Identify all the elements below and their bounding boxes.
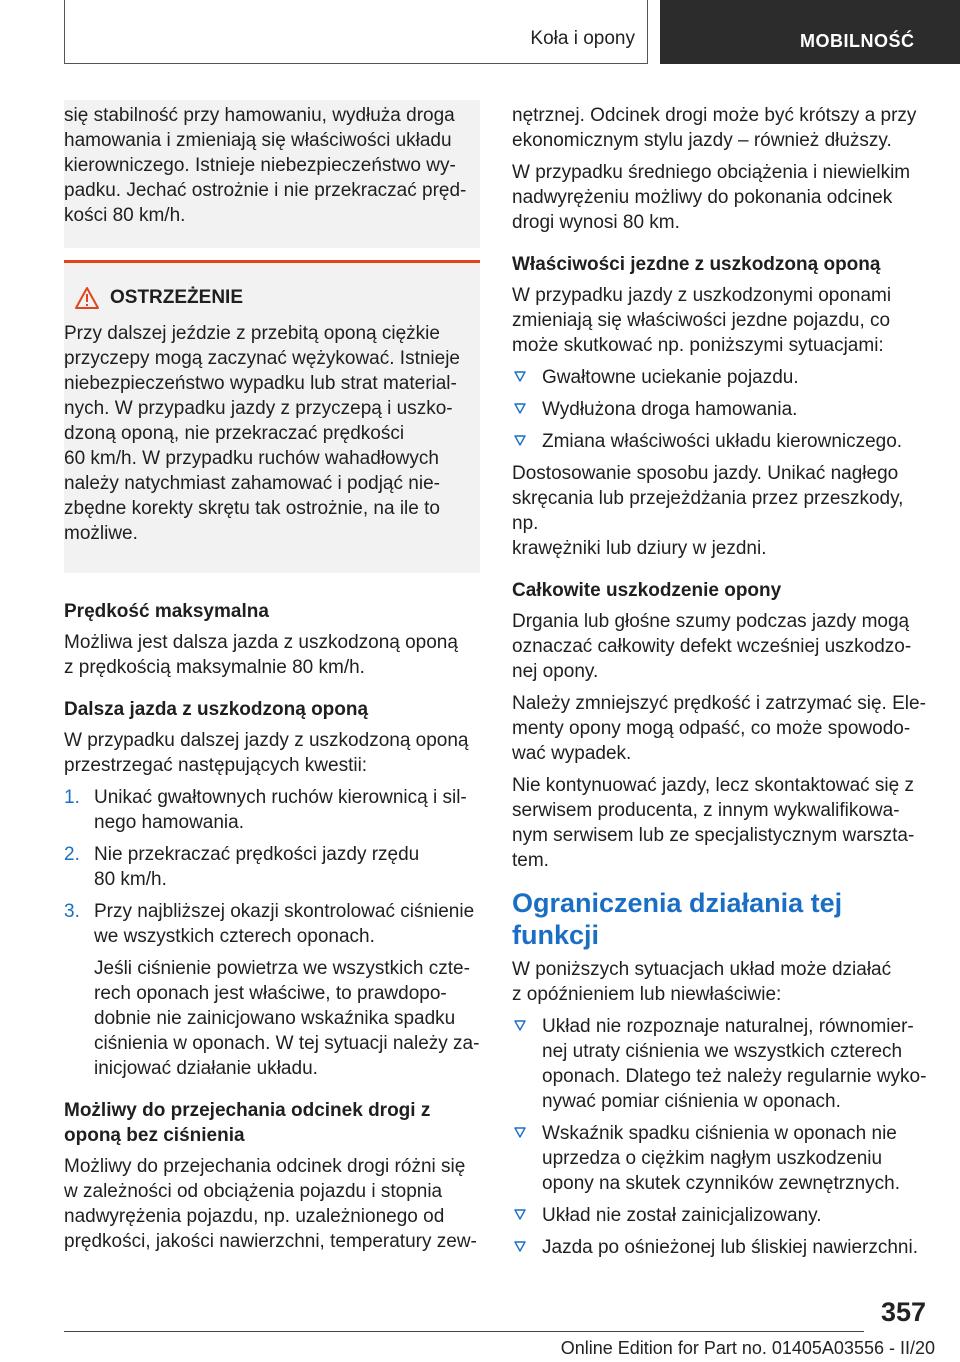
list-item-text: Układ nie został zainicjalizowany. xyxy=(542,1205,822,1226)
continue-steps-list xyxy=(64,785,480,1081)
limits-list xyxy=(512,1014,928,1260)
right-column xyxy=(512,103,928,1267)
total-failure-text-3: Nie kontynuować jazdy, lecz skontaktować się z serwisem producenta, z innym wykwalifikowa- nym serwisem lub ze specjalistycznym warszta- tem. xyxy=(512,775,915,871)
bullet-triangle-icon xyxy=(513,1240,527,1254)
handling-list xyxy=(512,365,928,454)
bullet-triangle-icon xyxy=(513,402,527,416)
warning-box xyxy=(64,260,480,573)
list-item-text: Gwałtowne uciekanie pojazdu. xyxy=(542,367,799,388)
warning-title xyxy=(64,285,474,311)
list-item xyxy=(512,1203,928,1228)
heading-handling: Właściwości jezdne z uszkodzoną oponą xyxy=(512,254,881,275)
footer-divider xyxy=(64,1331,864,1332)
left-column xyxy=(64,100,480,1261)
warning-title-text: OSTRZEŻENIE xyxy=(110,287,244,308)
continued-text: się stabilność przy hamowaniu, wydłuża droga hamowania i zmieniają się właściwości układu kierowniczego. Istnieje niebezpieczeństwo wy- padku. Jechać ostrożnie i nie przekraczać pręd- kości 80 km/h. xyxy=(64,105,467,226)
range-text-continued: nętrznej. Odcinek drogi może być krótszy a przy ekonomicznym stylu jazdy – również dłuższy. xyxy=(512,105,917,151)
list-item xyxy=(512,397,928,422)
section-title: Koła i opony xyxy=(530,28,635,49)
list-item-text: Układ nie rozpoznaje naturalnej, równomier- nej utraty ciśnienia we wszystkich czterech oponach. Dlatego też należy regularnie wyko- nywać pomiar ciśnienia w oponach. xyxy=(542,1016,927,1112)
bullet-triangle-icon xyxy=(513,1208,527,1222)
continue-intro: W przypadku dalszej jazdy z uszkodzoną oponą przestrzegać następujących kwestii: xyxy=(64,730,469,776)
list-item xyxy=(512,1121,928,1196)
list-item-text: Zmiana właściwości układu kierowniczego. xyxy=(542,431,903,452)
bullet-triangle-icon xyxy=(513,434,527,448)
limits-intro: W poniższych sytuacjach układ może działać z opóźnieniem lub niewłaściwie: xyxy=(512,959,892,1005)
heading-continue-driving: Dalsza jazda z uszkodzoną oponą xyxy=(64,699,369,720)
heading-range-flat-tire: Możliwy do przejechania odcinek drogi z oponą bez ciśnienia xyxy=(64,1100,431,1146)
edition-text: Online Edition for Part no. 01405A03556 - II/20 xyxy=(560,1338,935,1358)
handling-advice: Dostosowanie sposobu jazdy. Unikać nagłego skręcania lub przejeżdżania przez przeszkody, np. krawężniki lub dziury w jezdni. xyxy=(512,463,904,559)
list-item xyxy=(64,842,480,892)
heading-function-limits: Ograniczenia działania tej funkcji xyxy=(512,888,843,950)
list-item-text: Unikać gwałtownych ruchów kierownicą i sil- nego hamowania. xyxy=(94,787,467,833)
total-failure-text-2: Należy zmniejszyć prędkość i zatrzymać się. Ele- menty opony mogą odpaść, co może spowodo- wać wypadek. xyxy=(512,693,926,764)
list-item-subtext: Jeśli ciśnienie powietrza we wszystkich czte- rech oponach jest właściwe, to prawdopo- dobnie nie zainicjowano wskaźnika spadku ciśnienia w oponach. W tej sytuacji należy za- inicjować działanie układu. xyxy=(94,958,480,1079)
total-failure-text-1: Drgania lub głośne szumy podczas jazdy mogą oznaczać całkowity defekt wcześniej uszkodzo- nej opony. xyxy=(512,611,912,682)
list-item-text: Nie przekraczać prędkości jazdy rzędu 80 km/h. xyxy=(94,844,420,890)
continued-warning-box xyxy=(64,100,480,248)
list-item xyxy=(512,429,928,454)
list-number: 1. xyxy=(64,787,80,808)
range-text: Możliwy do przejechania odcinek drogi różni się w zależności od obciążenia pojazdu i stopnia nadwyrężenia pojazdu, np. uzależnionego od prędkości, jakości nawierzchni, temperatury zew- xyxy=(64,1156,477,1252)
bullet-triangle-icon xyxy=(513,370,527,384)
page-number: 357 xyxy=(880,1297,926,1327)
range-average-text: W przypadku średniego obciążenia i niewielkim nadwyrężeniu możliwy do pokonania odcinek drogi wynosi 80 km. xyxy=(512,162,911,233)
list-item xyxy=(64,785,480,835)
list-item-text: Wskaźnik spadku ciśnienia w oponach nie uprzedza o ciężkim nagłym uszkodzeniu opony na skutek czynników zewnętrznych. xyxy=(542,1123,901,1194)
list-item xyxy=(512,1014,928,1114)
heading-total-failure: Całkowite uszkodzenie opony xyxy=(512,580,782,601)
list-item-text: Wydłużona droga hamowania. xyxy=(542,399,798,420)
list-item-text: Jazda po ośnieżonej lub śliskiej nawierzchni. xyxy=(542,1237,918,1258)
bullet-triangle-icon xyxy=(513,1126,527,1140)
list-item xyxy=(512,1235,928,1260)
heading-max-speed: Prędkość maksymalna xyxy=(64,601,269,622)
handling-intro: W przypadku jazdy z uszkodzonymi oponami zmieniają się właściwości jezdne pojazdu, co może skutkować np. poniższymi sytuacjami: xyxy=(512,285,892,356)
list-item xyxy=(512,365,928,390)
chapter-tab: MOBILNOŚĆ xyxy=(660,0,960,64)
bullet-triangle-icon xyxy=(513,1019,527,1033)
list-number: 2. xyxy=(64,844,80,865)
warning-text: Przy dalszej jeździe z przebitą oponą ciężkie przyczepy mogą zaczynać wężykować. Istnieje niebezpieczeństwo wypadku lub strat material- nych. W przypadku jazdy z przyczepą i uszko- dzoną oponą, nie przekraczać prędkości 60 km/h. W przypadku ruchów wahadłowych należy natychmiast zahamować i podjąć nie- zbędne korekty skrętu tak ostrożnie, na ile to możliwe. xyxy=(64,323,460,544)
list-item xyxy=(64,899,480,1081)
max-speed-text: Możliwa jest dalsza jazda z uszkodzoną oponą z prędkością maksymalnie 80 km/h. xyxy=(64,632,458,678)
list-item-text: Przy najbliższej okazji skontrolować ciśnienie we wszystkich czterech oponach. xyxy=(94,901,475,947)
warning-triangle-icon xyxy=(74,286,100,310)
list-number: 3. xyxy=(64,901,80,922)
